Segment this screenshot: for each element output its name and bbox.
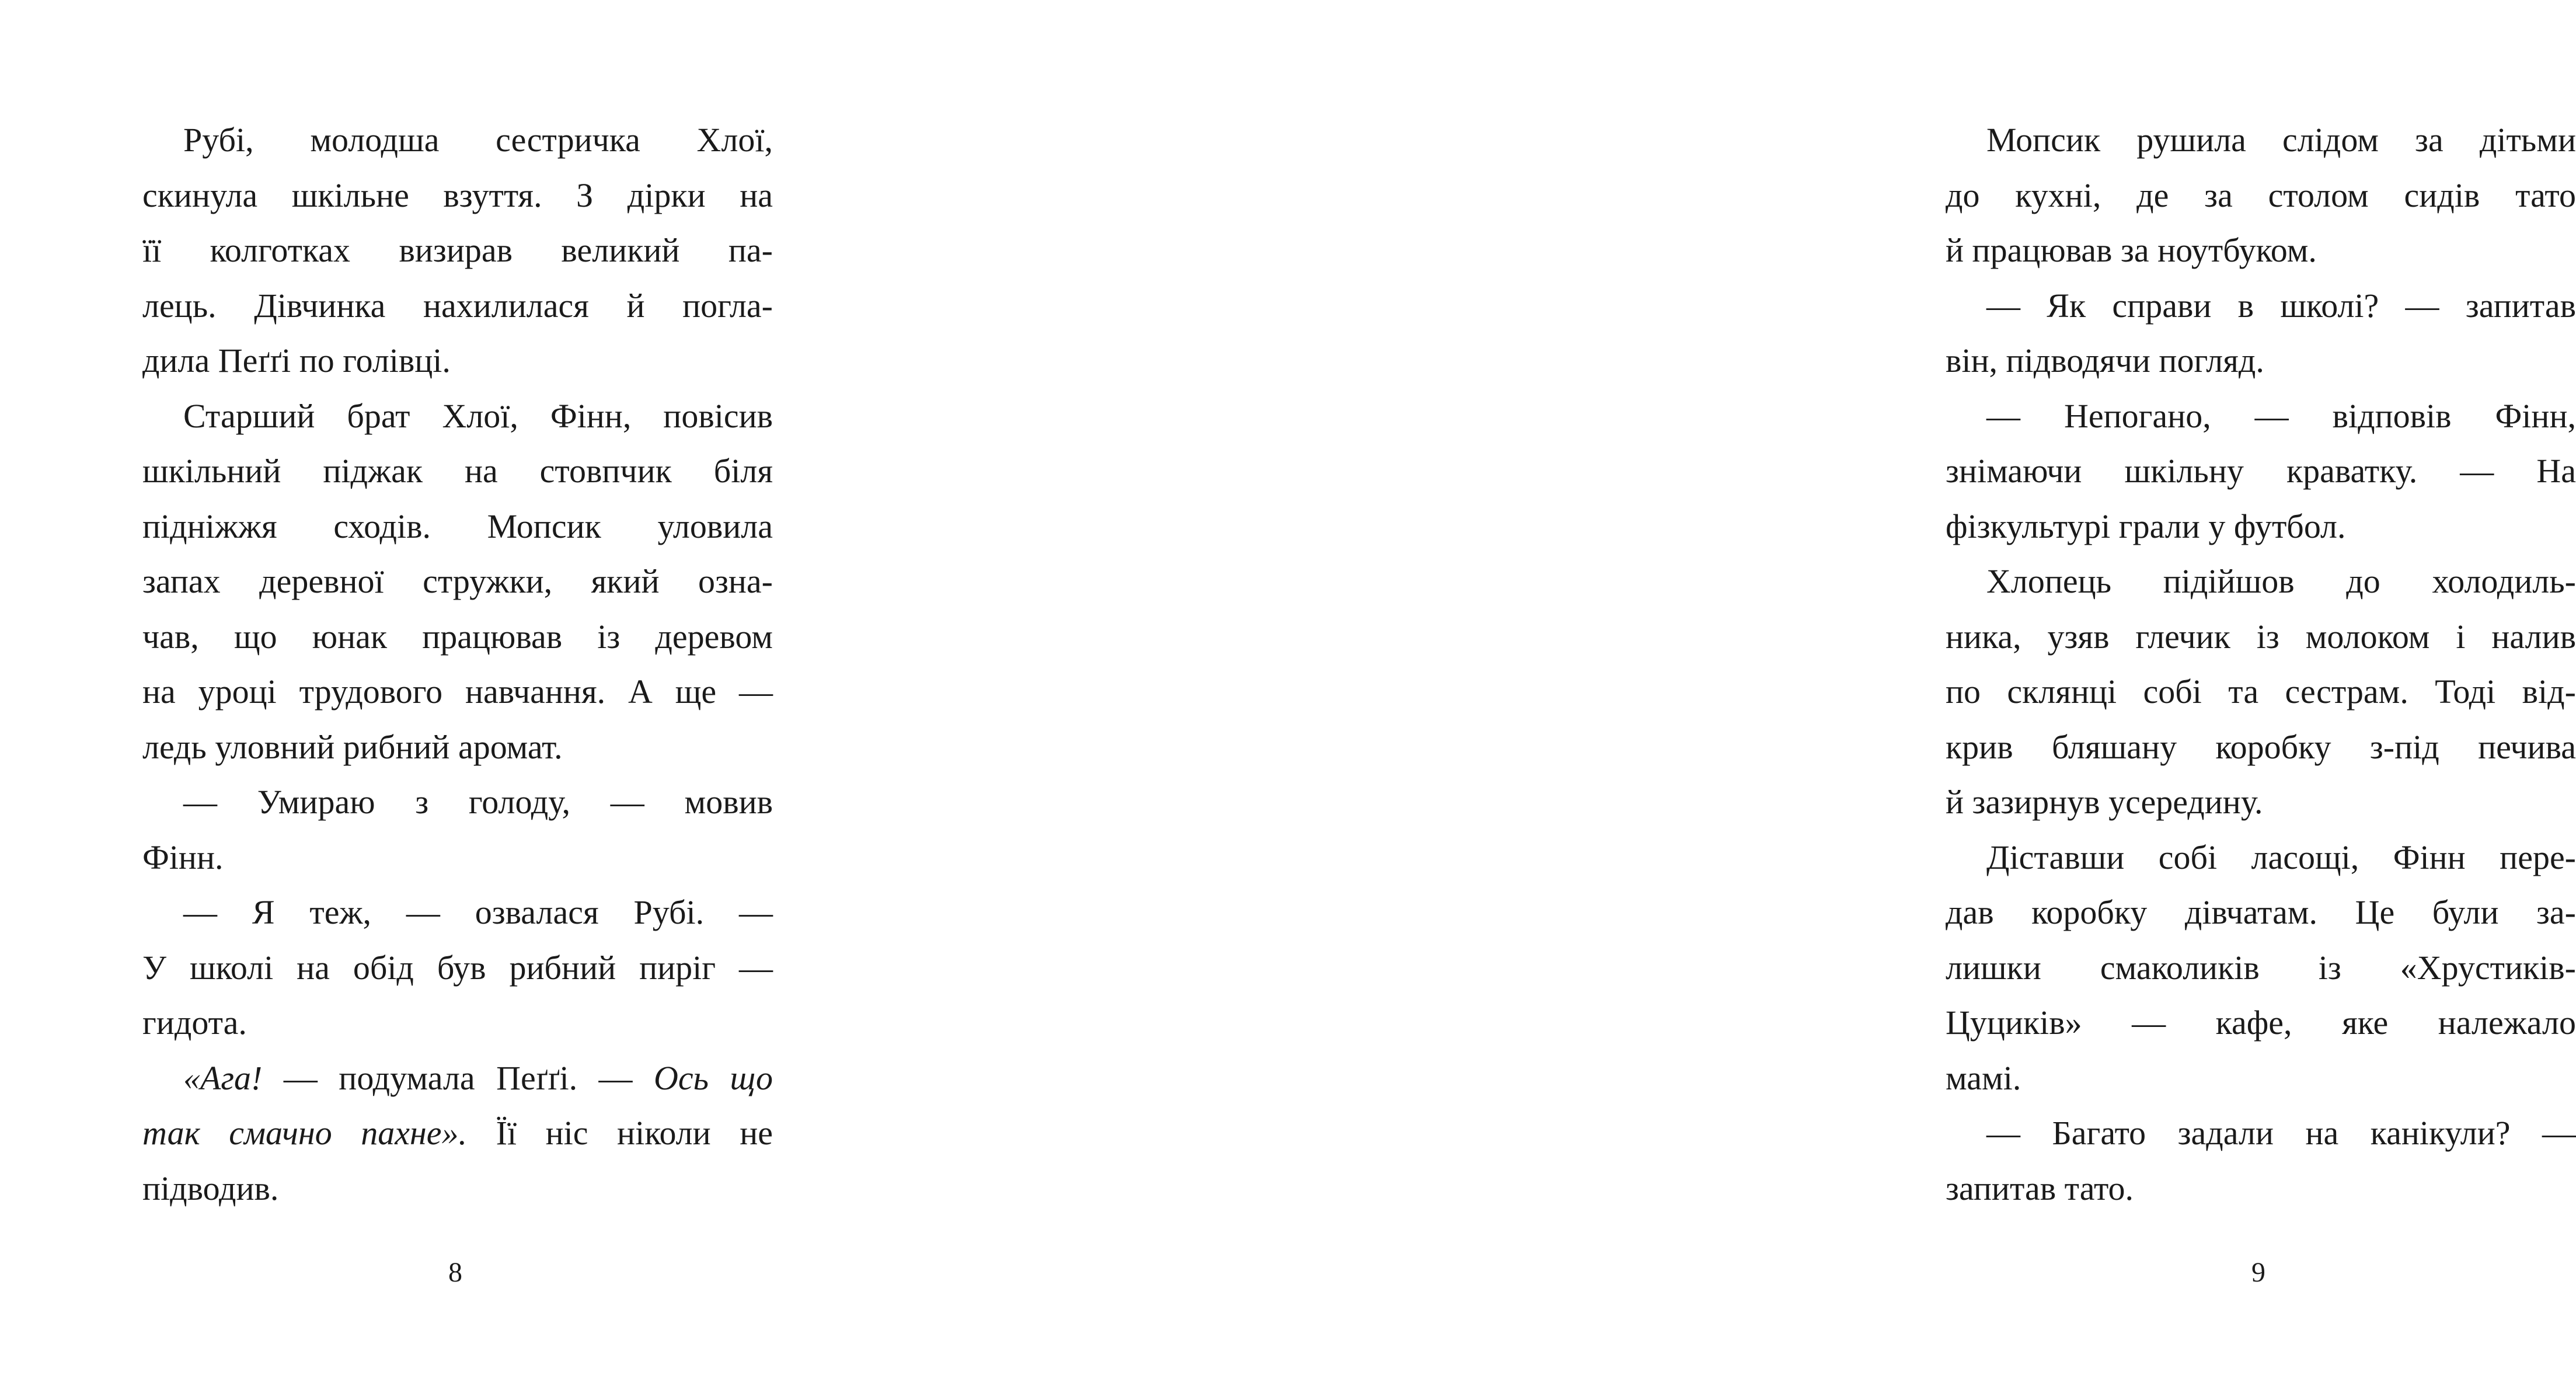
text-line: на уроці трудового навчання. А ще — [142,673,773,711]
text-line [142,1106,773,1161]
text-line: ледь уловний рибний аромат. [142,727,563,766]
text-line: він, підводячи погляд. [1946,342,2264,379]
italic-text: Ось що [654,1058,773,1097]
text-line: Фінн. [142,838,224,876]
italic-text: так смачно пахне». [142,1114,468,1152]
text-line: по склянці собі та сестрам. Тоді від- [1946,673,2576,711]
text-line: мамі. [1946,1058,2021,1097]
text-line: фізкультурі грали у футбол. [1946,507,2346,545]
text-line: Хлопець підійшов до холодиль- [1986,562,2576,600]
text-line: Рубі, молодша сестричка Хлої, [183,121,773,159]
text-line: запитав тато. [1946,1169,2134,1207]
text-line: скинула шкільне взуття. З дірки на [142,176,773,214]
left-page-text [142,113,773,1216]
left-page-number: 8 [448,1257,462,1288]
right-page [897,0,2576,1379]
text-line: дав коробку дівчатам. Це були за- [1946,893,2576,931]
text-line: ника, узяв глечик із молоком і налив [1946,617,2576,656]
text-line: Діставши собі ласощі, Фінн пере- [1986,838,2576,876]
text-line: шкільний піджак на стовпчик біля [142,452,773,490]
italic-text: «Ага! [183,1058,263,1097]
text-line: підніжжя сходів. Мопсик уловила [142,507,773,545]
text-line: її колготках визирав великий па- [142,231,773,269]
text-line: й працював за ноутбуком. [1946,231,2317,269]
text-run: — подумала Пеґґі. — [262,1058,654,1097]
text-run: Її ніс ніколи не [467,1114,773,1152]
right-page-text [1946,113,2576,1216]
text-line: до кухні, де за столом сидів тато [1946,176,2576,214]
left-page [0,0,897,1379]
text-line: лець. Дівчинка нахилилася й погла- [142,286,773,325]
text-line: знімаючи шкільну краватку. — На [1946,452,2576,490]
text-line: дила Пеґґі по голівці. [142,342,451,379]
text-line: Мопсик рушила слідом за дітьми [1986,121,2576,159]
text-line: — Непогано, — відповів Фінн, [1986,396,2576,435]
text-line: Цуциків» — кафе, яке належало [1946,1004,2576,1042]
text-line: підводив. [142,1169,279,1207]
text-line [142,1051,773,1106]
text-line: — Я теж, — озвалася Рубі. — [183,893,773,931]
text-line: — Багато задали на канікули? — [1986,1114,2576,1152]
text-line: чав, що юнак працював із деревом [142,617,773,656]
text-line: гидота. [142,1004,247,1042]
right-page-number: 9 [2251,1257,2265,1288]
text-line: лишки смаколиків із «Хрустиків- [1946,948,2576,987]
text-line: крив бляшану коробку з-під печива [1946,727,2576,766]
text-line: — Як справи в школі? — запитав [1986,286,2576,325]
text-line: У школі на обід був рибний пиріг — [142,948,773,987]
text-line: Старший брат Хлої, Фінн, повісив [183,396,773,435]
text-line: запах деревної стружки, який озна- [142,562,773,600]
text-line: й зазирнув усередину. [1946,783,2263,821]
text-line: — Умираю з голоду, — мовив [183,783,773,821]
